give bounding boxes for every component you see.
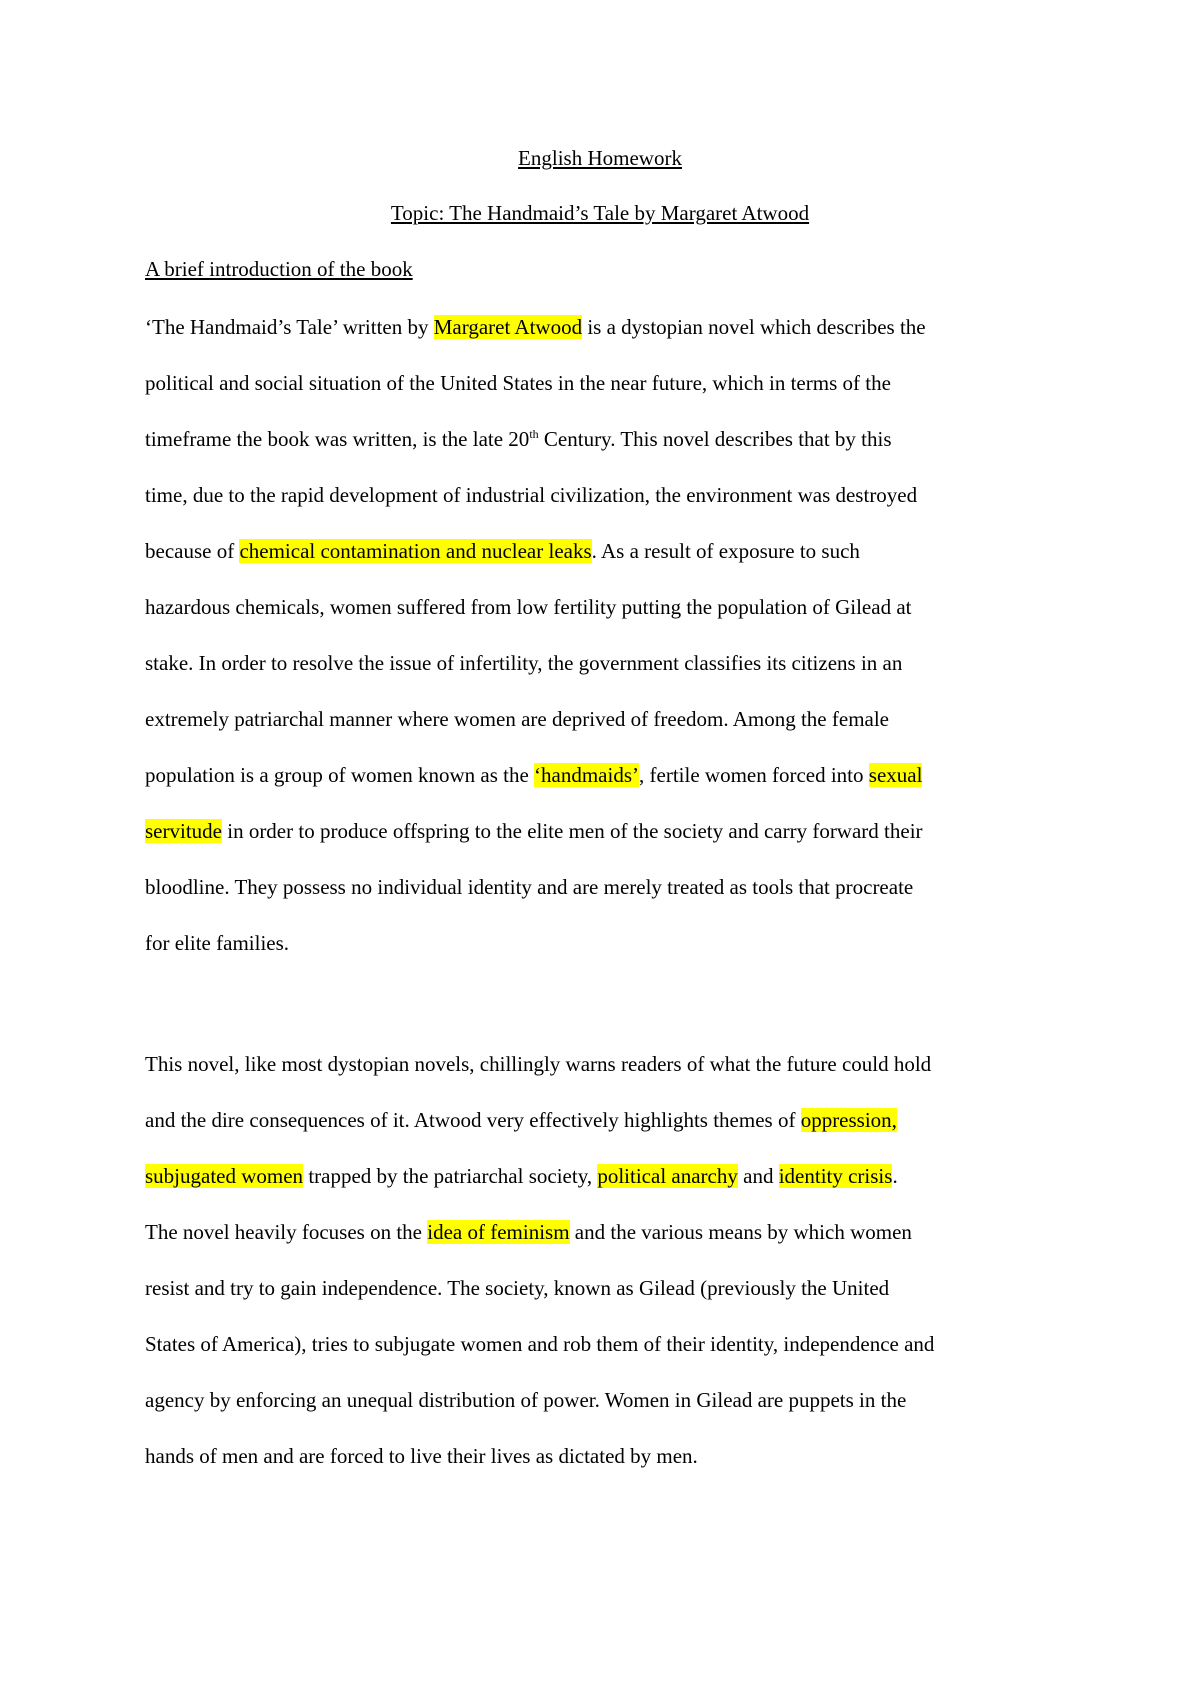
paragraph-line: extremely patriarchal manner where women are deprived of freedom. Among the female xyxy=(145,707,890,731)
paragraph-line: agency by enforcing an unequal distribution of power. Women in Gilead are puppets in the xyxy=(145,1388,907,1412)
highlighted-text: political anarchy xyxy=(597,1164,738,1188)
text-run: and the dire consequences of it. Atwood very effectively highlights themes of xyxy=(145,1108,801,1132)
text-run: . xyxy=(892,1164,898,1188)
text-run: and the various means by which women xyxy=(569,1220,912,1244)
superscript: th xyxy=(529,427,539,441)
highlighted-text: subjugated women xyxy=(145,1164,304,1188)
text-run: and xyxy=(737,1164,779,1188)
paragraph-line: stake. In order to resolve the issue of infertility, the government classifies its citizens in an xyxy=(145,651,903,675)
highlighted-text: Margaret Atwood xyxy=(433,315,583,339)
text-run: because of xyxy=(145,539,240,563)
paragraph-line: political and social situation of the United States in the near future, which in terms of the xyxy=(145,371,891,395)
paragraph-1 xyxy=(145,299,1065,971)
paragraph-line xyxy=(145,299,1065,355)
highlighted-text: sexual xyxy=(868,763,923,787)
paragraph-line xyxy=(145,747,1065,803)
paragraph-line: hands of men and are forced to live their lives as dictated by men. xyxy=(145,1444,698,1468)
highlighted-text: idea of feminism xyxy=(427,1220,570,1244)
paragraph-line: resist and try to gain independence. The society, known as Gilead (previously the United xyxy=(145,1276,890,1300)
section-heading: A brief introduction of the book xyxy=(145,257,413,281)
paragraph-line: for elite families. xyxy=(145,931,290,955)
paragraph-line xyxy=(145,523,1065,579)
document-title: English Homework xyxy=(518,146,682,170)
paragraph-line: time, due to the rapid development of industrial civilization, the environment was destroyed xyxy=(145,483,918,507)
text-run: , fertile women forced into xyxy=(639,763,869,787)
paragraph-line xyxy=(145,1204,1065,1260)
text-run: population is a group of women known as the xyxy=(145,763,535,787)
paragraph-line xyxy=(145,803,1065,859)
text-run: The novel heavily focuses on the xyxy=(145,1220,428,1244)
text-run: Century. This novel describes that by this xyxy=(538,427,892,451)
highlighted-text: identity crisis xyxy=(778,1164,893,1188)
paragraph-line: This novel, like most dystopian novels, chillingly warns readers of what the future could hold xyxy=(145,1052,932,1076)
paragraph-line: bloodline. They possess no individual identity and are merely treated as tools that procreate xyxy=(145,875,914,899)
paragraph-line: States of America), tries to subjugate women and rob them of their identity, independence and xyxy=(145,1332,935,1356)
text-run: is a dystopian novel which describes the xyxy=(582,315,926,339)
document-topic: Topic: The Handmaid’s Tale by Margaret Atwood xyxy=(390,201,810,225)
text-run: timeframe the book was written, is the late 20 xyxy=(145,427,530,451)
paragraph-line xyxy=(145,1148,1065,1204)
paragraph-2 xyxy=(145,1036,1065,1484)
highlighted-text: oppression, xyxy=(800,1108,897,1132)
paragraph-line: hazardous chemicals, women suffered from low fertility putting the population of Gilead at xyxy=(145,595,912,619)
text-run: . As a result of exposure to such xyxy=(591,539,860,563)
highlighted-text: chemical contamination and nuclear leaks xyxy=(239,539,592,563)
text-run: ‘The Handmaid’s Tale’ written by xyxy=(145,315,434,339)
highlighted-text: servitude xyxy=(145,819,222,843)
paragraph-line xyxy=(145,411,1065,467)
text-run: in order to produce offspring to the elite men of the society and carry forward their xyxy=(221,819,923,843)
highlighted-text: ‘handmaids’ xyxy=(534,763,640,787)
paragraph-line xyxy=(145,1092,1065,1148)
text-run: trapped by the patriarchal society, xyxy=(303,1164,598,1188)
